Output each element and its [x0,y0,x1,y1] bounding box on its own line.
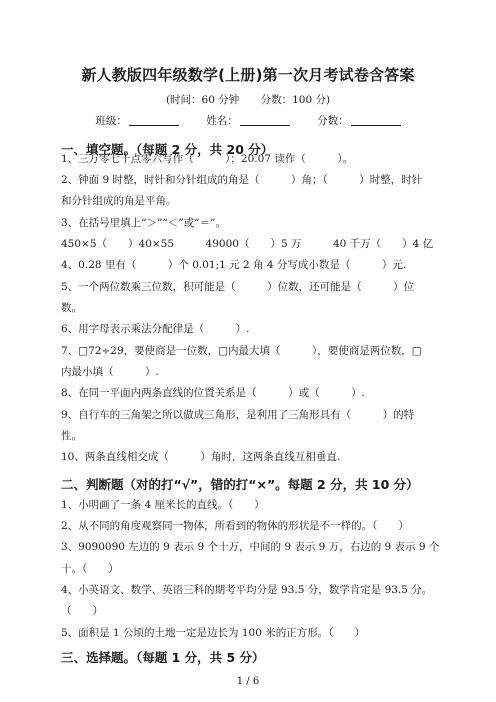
question-line: 450×5（ ）40×55 49000（ ）5 万 40 千万（ ）4 亿 [61,238,434,250]
question-line: 4、小英语文、数学、英语三科的期考平均分是 93.5 分，数学肯定是 93.5 分。 [61,584,433,596]
question-line: 4、0.28 里有（ ）个 0.01;1 元 2 角 4 分写成小数是（ ）元. [61,259,407,271]
section-heading-multiple-choice: 三、选择题。（每题 1 分，共 5 分） [61,650,265,665]
score-field [317,113,401,128]
question-line: 7、□72÷29，要使商是一位数，□内最大填（ ），要使商是两位数，□ [61,345,422,357]
class-blank [129,114,179,126]
question-line: （ ） [61,605,103,617]
page-title: 新人教版四年级数学(上册)第一次月考试卷含答案 [81,66,415,84]
name-label: 姓名： [206,115,238,127]
total-score-info: 分数：100 分) [260,94,331,106]
score-blank [351,114,401,126]
question-line: 1、三万零七十点零六写作（ ）；20.07 读作（ ）。 [61,153,354,165]
question-line: 性。 [61,430,82,442]
question-line: 2、从不同的角度观察同一物体，所看到的物体的形状是不一样的。（ ） [61,520,409,532]
time-info: (时间：60 分钟 [165,94,240,106]
exam-info [0,92,496,107]
name-field [206,113,290,128]
question-line: 1、小明画了一条 4 厘米长的直线。（ ） [61,499,265,511]
question-line: 5、一个两位数乘三位数，积可能是（ ）位数，还可能是（ ）位 [61,281,415,293]
section-heading-true-false: 二、判断题（对的打“√”，错的打“×”。每题 2 分，共 10 分） [61,477,419,492]
score-label: 分数： [317,115,349,127]
question-line: 9、自行车的三角架之所以做成三角形，是利用了三角形具有（ ）的特 [61,409,415,421]
class-field [95,113,179,128]
question-line: 2、钟面 9 时整，时针和分针组成的角是（ ）角；（ ）时整，时针 [61,174,423,186]
question-line: 数。 [61,302,82,314]
page-number: 1 / 6 [236,676,260,687]
name-blank [240,114,290,126]
question-line: 3、在括号里填上“＞”“＜”或“＝”。 [61,217,226,229]
question-line: 内最小填（ ）. [61,366,159,378]
question-line: 和分针组成的角是平角。 [61,195,177,207]
question-line: 3、9090090 左边的 9 表示 9 个十万，中间的 9 表示 9 万，右边的 9 表示 9 个 [61,541,440,553]
question-line: 10、两条直线相交成（ ）角时，这两条直线互相垂直. [61,451,341,463]
student-fields [0,113,496,128]
section-heading-fill-blank: 一、填空题。（每题 2 分，共 20 分） [61,142,274,157]
question-line: 十。（ ） [61,563,119,575]
question-line: 5、面积是 1 公顷的土地一定是边长为 100 米的正方形。（ ） [61,627,366,639]
question-line: 6、用字母表示乘法分配律是（ ）. [61,323,250,335]
class-label: 班级： [95,115,127,127]
question-line: 8、在同一平面内两条直线的位置关系是（ ）或（ ）. [61,387,366,399]
